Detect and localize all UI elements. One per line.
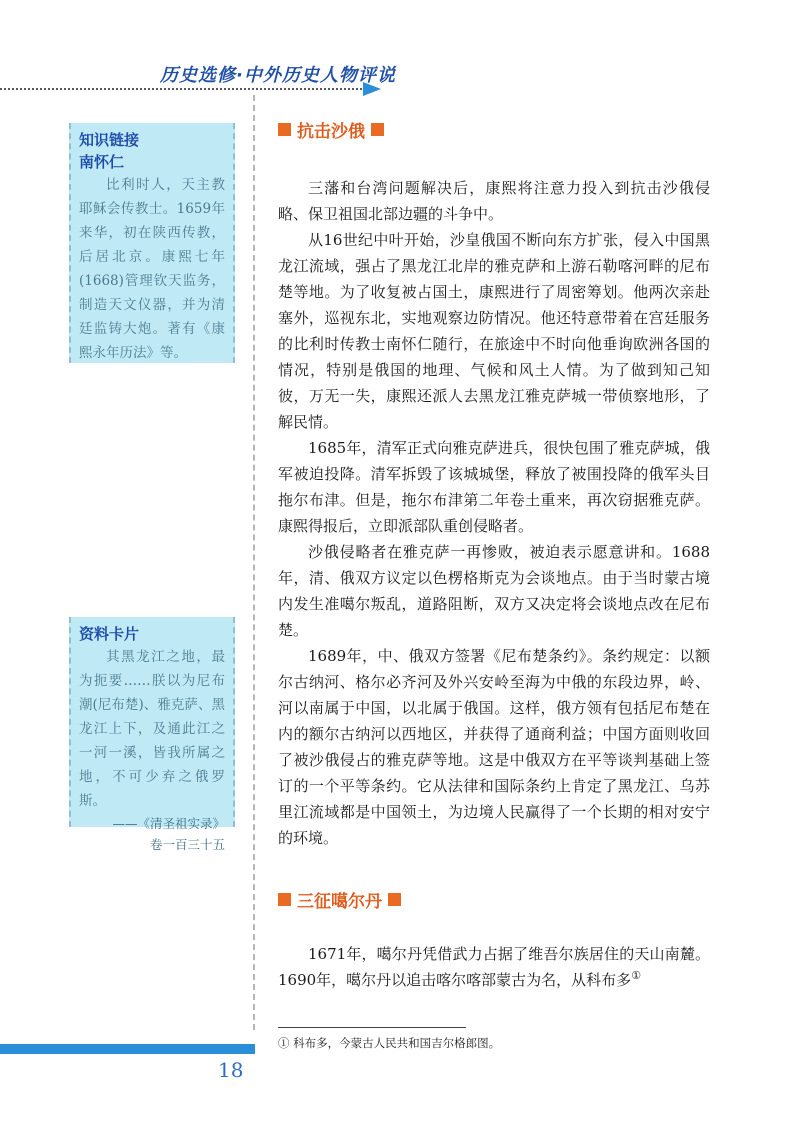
- header-dotted-rule: [0, 88, 370, 90]
- square-bullet-icon: [278, 123, 291, 136]
- material-card-title: 资料卡片: [79, 625, 140, 643]
- column-divider: [253, 95, 255, 1030]
- square-bullet-icon: [278, 893, 291, 906]
- section-body-resist-russia: [278, 175, 710, 851]
- material-card-source-volume: 卷一百三十五: [149, 837, 225, 852]
- paragraph: 1685年，清军正式向雅克萨进兵，很快包围了雅克萨城，俄军被迫投降。清军拆毁了该城城堡，释放了被围投降的俄军头目拖尔布津。但是，拖尔布津第二年卷土重来，再次窃据雅克萨。康熙得报后，立即派部队重创侵略者。: [278, 439, 710, 535]
- section-heading-resist-russia: [278, 114, 384, 144]
- page-number: 18: [218, 1058, 244, 1082]
- section-heading-galdan: [278, 884, 401, 914]
- footnote: ① 科布多，今蒙古人民共和国吉尔格郎图。: [278, 1036, 501, 1050]
- paragraph-text: 1671年，噶尔丹凭借武力占据了维吾尔族居住的天山南麓。1690年，噶尔丹以追击喀尔喀部蒙古为名，从科布多: [278, 945, 710, 989]
- paragraph: 三藩和台湾问题解决后，康熙将注意力投入到抗击沙俄侵略、保卫祖国北部边疆的斗争中。: [278, 179, 710, 223]
- paragraph: 从16世纪中叶开始，沙皇俄国不断向东方扩张，侵入中国黑龙江流域，强占了黑龙江北岸的雅克萨和上游石勒喀河畔的尼布楚等地。为了收复被占国土，康熙进行了周密筹划。他两次亲赴塞外，巡视东北，实地观察边防情况。他还特意带着在宫廷服务的比利时传教士南怀仁随行，在旅途中不时向他垂询欧洲各国的情况，特别是俄国的地理、气候和风土人情。为了做到知己知彼，万无一失，康熙还派人去黑龙江雅克萨城一带侦察地形，了解民情。: [278, 231, 710, 431]
- square-bullet-icon: [388, 893, 401, 906]
- paragraph: 沙俄侵略者在雅克萨一再惨败，被迫表示愿意讲和。1688年，清、俄双方议定以色楞格斯克为会谈地点。由于当时蒙古境内发生准噶尔叛乱，道路阻断，双方又决定将会谈地点改在尼布楚。: [278, 543, 710, 639]
- section-body-galdan: [278, 941, 710, 993]
- header-arrow-icon: [363, 82, 381, 96]
- section-heading-text: 三征噶尔丹: [297, 891, 382, 912]
- footnote-marker: ①: [631, 969, 642, 982]
- footnote-rule: [278, 1027, 466, 1028]
- paragraph: [278, 941, 710, 993]
- knowledge-link-title: 知识链接: [79, 131, 140, 149]
- bottom-accent-bar: [0, 1044, 255, 1054]
- material-card-text: 其黑龙江之地，最为扼要……朕以为尼布潮(尼布楚)、雅克萨、黑龙江上下，及通此江之一河一溪，皆我所属之地，不可少弃之俄罗斯。: [79, 649, 225, 809]
- knowledge-link-text: 比利时人，天主教耶稣会传教士。1659年来华，初在陕西传教，后居北京。康熙七年(1668)管理钦天监务，制造天文仪器，并为清廷监铸大炮。著有《康熙永年历法》等。: [79, 177, 225, 361]
- section-heading-text: 抗击沙俄: [297, 121, 365, 142]
- material-card-box: [69, 617, 235, 852]
- header-title: 历史选修·中外历史人物评说: [160, 65, 396, 86]
- material-card-source: ——《清圣祖实录》: [112, 816, 225, 831]
- square-bullet-icon: [371, 123, 384, 136]
- paragraph: 1689年，中、俄双方签署《尼布楚条约》。条约规定：以额尔古纳河、格尔必齐河及外兴安岭至海为中俄的东段边界，岭、河以南属于中国，以北属于俄国。这样，俄方领有包括尼布楚在内的额尔古纳河以西地区，并获得了通商利益；中国方面则收回了被沙俄侵占的雅克萨等地。这是中俄双方在平等谈判基础上签订的一个平等条约。它从法律和国际条约上肯定了黑龙江、乌苏里江流域都是中国领土，为边境人民赢得了一个长期的相对安宁的环境。: [278, 647, 710, 847]
- knowledge-link-subtitle: 南怀仁: [79, 153, 125, 171]
- knowledge-link-box: [69, 123, 235, 363]
